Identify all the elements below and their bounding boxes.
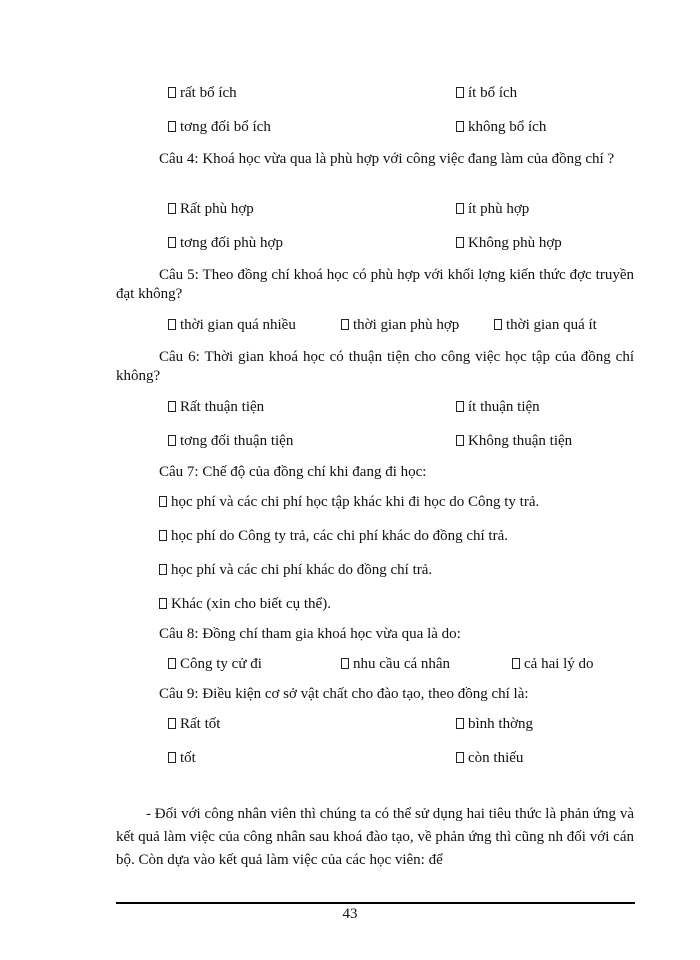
checkbox-icon[interactable] <box>168 401 176 412</box>
question-5: Câu 5: Theo đồng chí khoá học có phù hợp với khối lợng kiến thức đợc truyền đạt không? <box>116 267 634 302</box>
q6-option-2[interactable]: ít thuận tiện <box>456 399 540 416</box>
q6-option-4[interactable]: Không thuận tiện <box>456 433 572 450</box>
q9-option-1[interactable]: Rất tốt <box>168 716 220 733</box>
checkbox-icon[interactable] <box>494 319 502 330</box>
checkbox-icon[interactable] <box>456 237 464 248</box>
q7-option-3[interactable]: học phí và các chi phí khác do đồng chí trả. <box>159 562 432 579</box>
checkbox-icon[interactable] <box>456 401 464 412</box>
checkbox-icon[interactable] <box>456 752 464 763</box>
q4-option-3[interactable]: tơng đối phù hợp <box>168 235 283 252</box>
checkbox-icon[interactable] <box>159 598 167 609</box>
q3-option-1[interactable]: rất bổ ích <box>168 85 237 102</box>
q7-option-1[interactable]: học phí và các chi phí học tập khác khi đi học do Công ty trả. <box>159 494 539 511</box>
q8-option-3[interactable]: cả hai lý do <box>512 656 594 673</box>
checkbox-icon[interactable] <box>159 530 167 541</box>
q9-option-4[interactable]: còn thiếu <box>456 750 523 767</box>
q6-option-3[interactable]: tơng đối thuận tiện <box>168 433 293 450</box>
checkbox-icon[interactable] <box>168 121 176 132</box>
q4-option-1[interactable]: Rất phù hợp <box>168 201 254 218</box>
question-8: Câu 8: Đồng chí tham gia khoá học vừa qua là do: <box>159 626 461 642</box>
checkbox-icon[interactable] <box>168 237 176 248</box>
q5-option-1[interactable]: thời gian quá nhiều <box>168 317 296 334</box>
q8-option-2[interactable]: nhu cầu cá nhân <box>341 656 450 673</box>
q5-option-3[interactable]: thời gian quá ít <box>494 317 597 334</box>
checkbox-icon[interactable] <box>159 496 167 507</box>
checkbox-icon[interactable] <box>168 319 176 330</box>
checkbox-icon[interactable] <box>168 752 176 763</box>
checkbox-icon[interactable] <box>341 319 349 330</box>
q9-option-2[interactable]: bình thờng <box>456 716 533 733</box>
question-4: Câu 4: Khoá học vừa qua là phù hợp với công việc đang làm của đồng chí ? <box>159 151 615 167</box>
checkbox-icon[interactable] <box>456 121 464 132</box>
checkbox-icon[interactable] <box>168 87 176 98</box>
q7-option-4[interactable]: Khác (xin cho biết cụ thể). <box>159 596 331 613</box>
q5-option-2[interactable]: thời gian phù hợp <box>341 317 459 334</box>
q4-option-2[interactable]: ít phù hợp <box>456 201 529 218</box>
checkbox-icon[interactable] <box>341 658 349 669</box>
checkbox-icon[interactable] <box>168 435 176 446</box>
q7-option-2[interactable]: học phí do Công ty trả, các chi phí khác do đồng chí trả. <box>159 528 508 545</box>
checkbox-icon[interactable] <box>159 564 167 575</box>
checkbox-icon[interactable] <box>456 435 464 446</box>
body-paragraph: - Đối với công nhân viên thì chúng ta có thể sử dụng hai tiêu thức là phản ứng và kết quả làm việc của công nhân sau khoá đào tạo, về phản ứng thì cũng nh đối với cán bộ. Còn dựa vào kết quả làm việc của các học viên: để <box>116 806 634 868</box>
question-9: Câu 9: Điều kiện cơ sở vật chất cho đào tạo, theo đồng chí là: <box>159 686 529 702</box>
checkbox-icon[interactable] <box>456 87 464 98</box>
q3-option-4[interactable]: không bổ ích <box>456 119 546 136</box>
checkbox-icon[interactable] <box>168 718 176 729</box>
q3-option-2[interactable]: ít bổ ích <box>456 85 517 102</box>
checkbox-icon[interactable] <box>168 203 176 214</box>
q4-option-4[interactable]: Không phù hợp <box>456 235 562 252</box>
checkbox-icon[interactable] <box>512 658 520 669</box>
question-6: Câu 6: Thời gian khoá học có thuận tiện cho công việc học tập của đồng chí không? <box>116 349 634 384</box>
checkbox-icon[interactable] <box>456 203 464 214</box>
q3-option-3[interactable]: tơng đối bổ ích <box>168 119 271 136</box>
checkbox-icon[interactable] <box>168 658 176 669</box>
page-number: 43 <box>342 906 358 922</box>
footer-divider <box>116 902 635 904</box>
checkbox-icon[interactable] <box>456 718 464 729</box>
q6-option-1[interactable]: Rất thuận tiện <box>168 399 264 416</box>
q8-option-1[interactable]: Công ty cử đi <box>168 656 262 673</box>
q9-option-3[interactable]: tốt <box>168 750 196 767</box>
question-7: Câu 7: Chế độ của đồng chí khi đang đi học: <box>159 464 427 480</box>
